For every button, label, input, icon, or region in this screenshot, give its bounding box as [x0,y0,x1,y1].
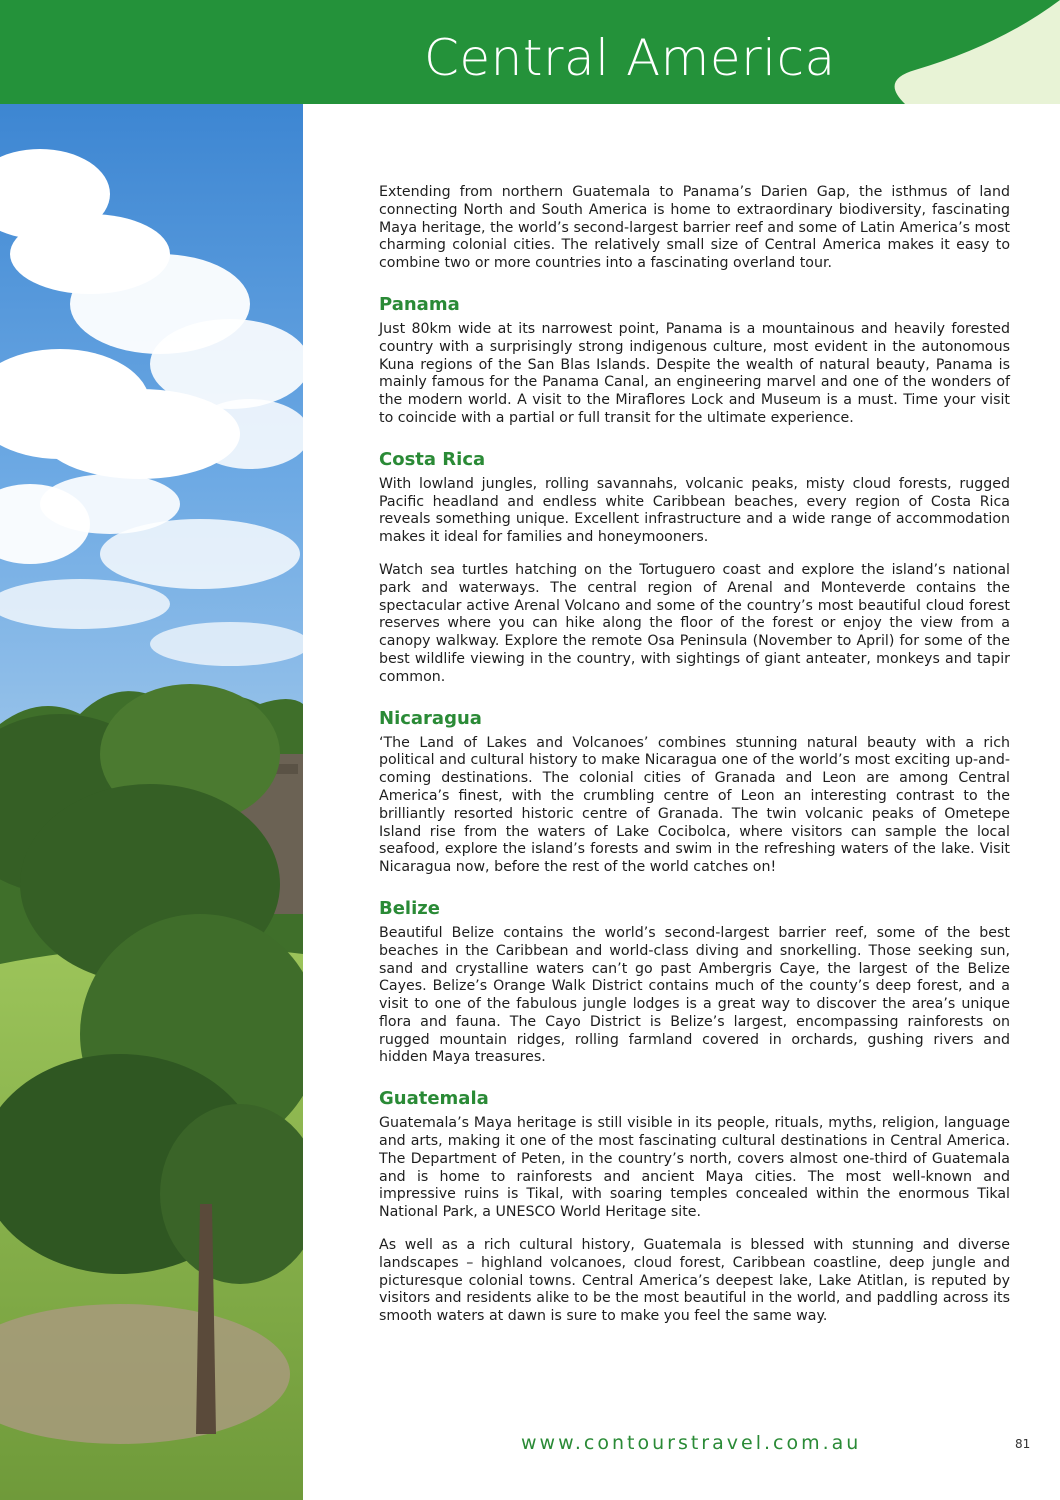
section-paragraph: Watch sea turtles hatching on the Tortuguero coast and explore the island’s national park and waterways. The central region of Arenal and Monteverde contains the spectacular active Arenal Volcano and some of the country’s most beautiful cloud forest reserves where you can hike along the floor of the forest or enjoy the view from a canopy walkway. Explore the remote Osa Peninsula (November to April) for some of the best wildlife viewing in the country, with sightings of giant anteater, monkeys and tapir common. [379,561,1010,685]
section-paragraph: Just 80km wide at its narrowest point, Panama is a mountainous and heavily forested country with a surprisingly strong indigenous culture, most evident in the autonomous Kuna regions of the San Blas Islands. Despite the wealth of natural beauty, Panama is mainly famous for the Panama Canal, an engineering marvel and one of the wonders of the modern world. A visit to the Miraflores Lock and Museum is a must. Time your visit to coincide with a partial or full transit for the ultimate experience. [379,320,1010,426]
section-paragraph: Guatemala’s Maya heritage is still visible in its people, rituals, myths, religion, language and arts, making it one of the most fascinating cultural destinations in Central America. The Department of Peten, in the country’s north, covers almost one-third of Guatemala and is home to rainforests and ancient Maya cities. The most well-known and impressive ruins is Tikal, with soaring temples concealed within the enormous Tikal National Park, a UNESCO World Heritage site. [379,1115,1010,1221]
article-body [379,184,1010,1326]
page-number: 81 [1015,1437,1031,1451]
header-band [0,0,1060,104]
section-heading-nicaragua: Nicaragua [379,707,482,729]
section-paragraph: ‘The Land of Lakes and Volcanoes’ combines stunning natural beauty with a rich political and cultural history to make Nicaragua one of the world’s most exciting up-and-coming destinations. The colonial cities of Granada and Leon are among Central America’s finest, with the crumbling centre of Leon an interesting contrast to the brilliantly resorted historic centre of Granada. The twin volcanic peaks of Ometepe Island rise from the waters of Lake Cocibolca, where visitors can sample the local seafood, explore the island’s forests and swim in the refreshing waters of the lake. Visit Nicaragua now, before the rest of the world catches on! [379,734,1010,876]
section-heading-panama: Panama [379,293,460,315]
intro-paragraph: Extending from northern Guatemala to Panama’s Darien Gap, the isthmus of land connecting North and South America is home to extraordinary biodiversity, fascinating Maya heritage, the world’s second-largest barrier reef and some of Latin America’s most charming colonial cities. The relatively small size of Central America makes it easy to combine two or more countries into a fascinating overland tour. [379,184,1010,272]
page-title: Central America [424,29,836,87]
section-paragraph: Beautiful Belize contains the world’s second-largest barrier reef, some of the best beaches in the Caribbean and world-class diving and snorkelling. Those seeking sun, sand and crystalline waters can’t go past Ambergris Caye, the largest of the Belize Cayes. Belize’s Orange Walk District contains much of the county’s deep forest, and a visit to one of the fabulous jungle lodges is a great way to discover the area’s unique flora and fauna. The Cayo District is Belize’s largest, encompassing rainforests on rugged mountain ridges, rolling farmland covered in orchards, gushing rivers and hidden Maya treasures. [379,924,1010,1066]
section-heading-guatemala: Guatemala [379,1088,489,1110]
section-heading-costa-rica: Costa Rica [379,448,486,470]
footer-website-link[interactable]: www.contourstravel.com.au [521,1432,862,1454]
section-paragraph: With lowland jungles, rolling savannahs, volcanic peaks, misty cloud forests, rugged Pacific headland and endless white Caribbean beaches, every region of Costa Rica reveals something unique. Excellent infrastructure and a wide range of accommodation makes it ideal for families and honeymooners. [379,475,1010,546]
section-heading-belize: Belize [379,897,440,919]
section-paragraph: As well as a rich cultural history, Guatemala is blessed with stunning and diverse landscapes – highland volcanoes, cloud forest, Caribbean coastline, deep jungle and picturesque colonial towns. Central America’s deepest lake, Lake Atitlan, is reputed by visitors and residents alike to be the most beautiful in the world, and paddling across its smooth waters at dawn is sure to make you feel the same way. [379,1237,1010,1325]
landscape-photo [0,104,303,1500]
